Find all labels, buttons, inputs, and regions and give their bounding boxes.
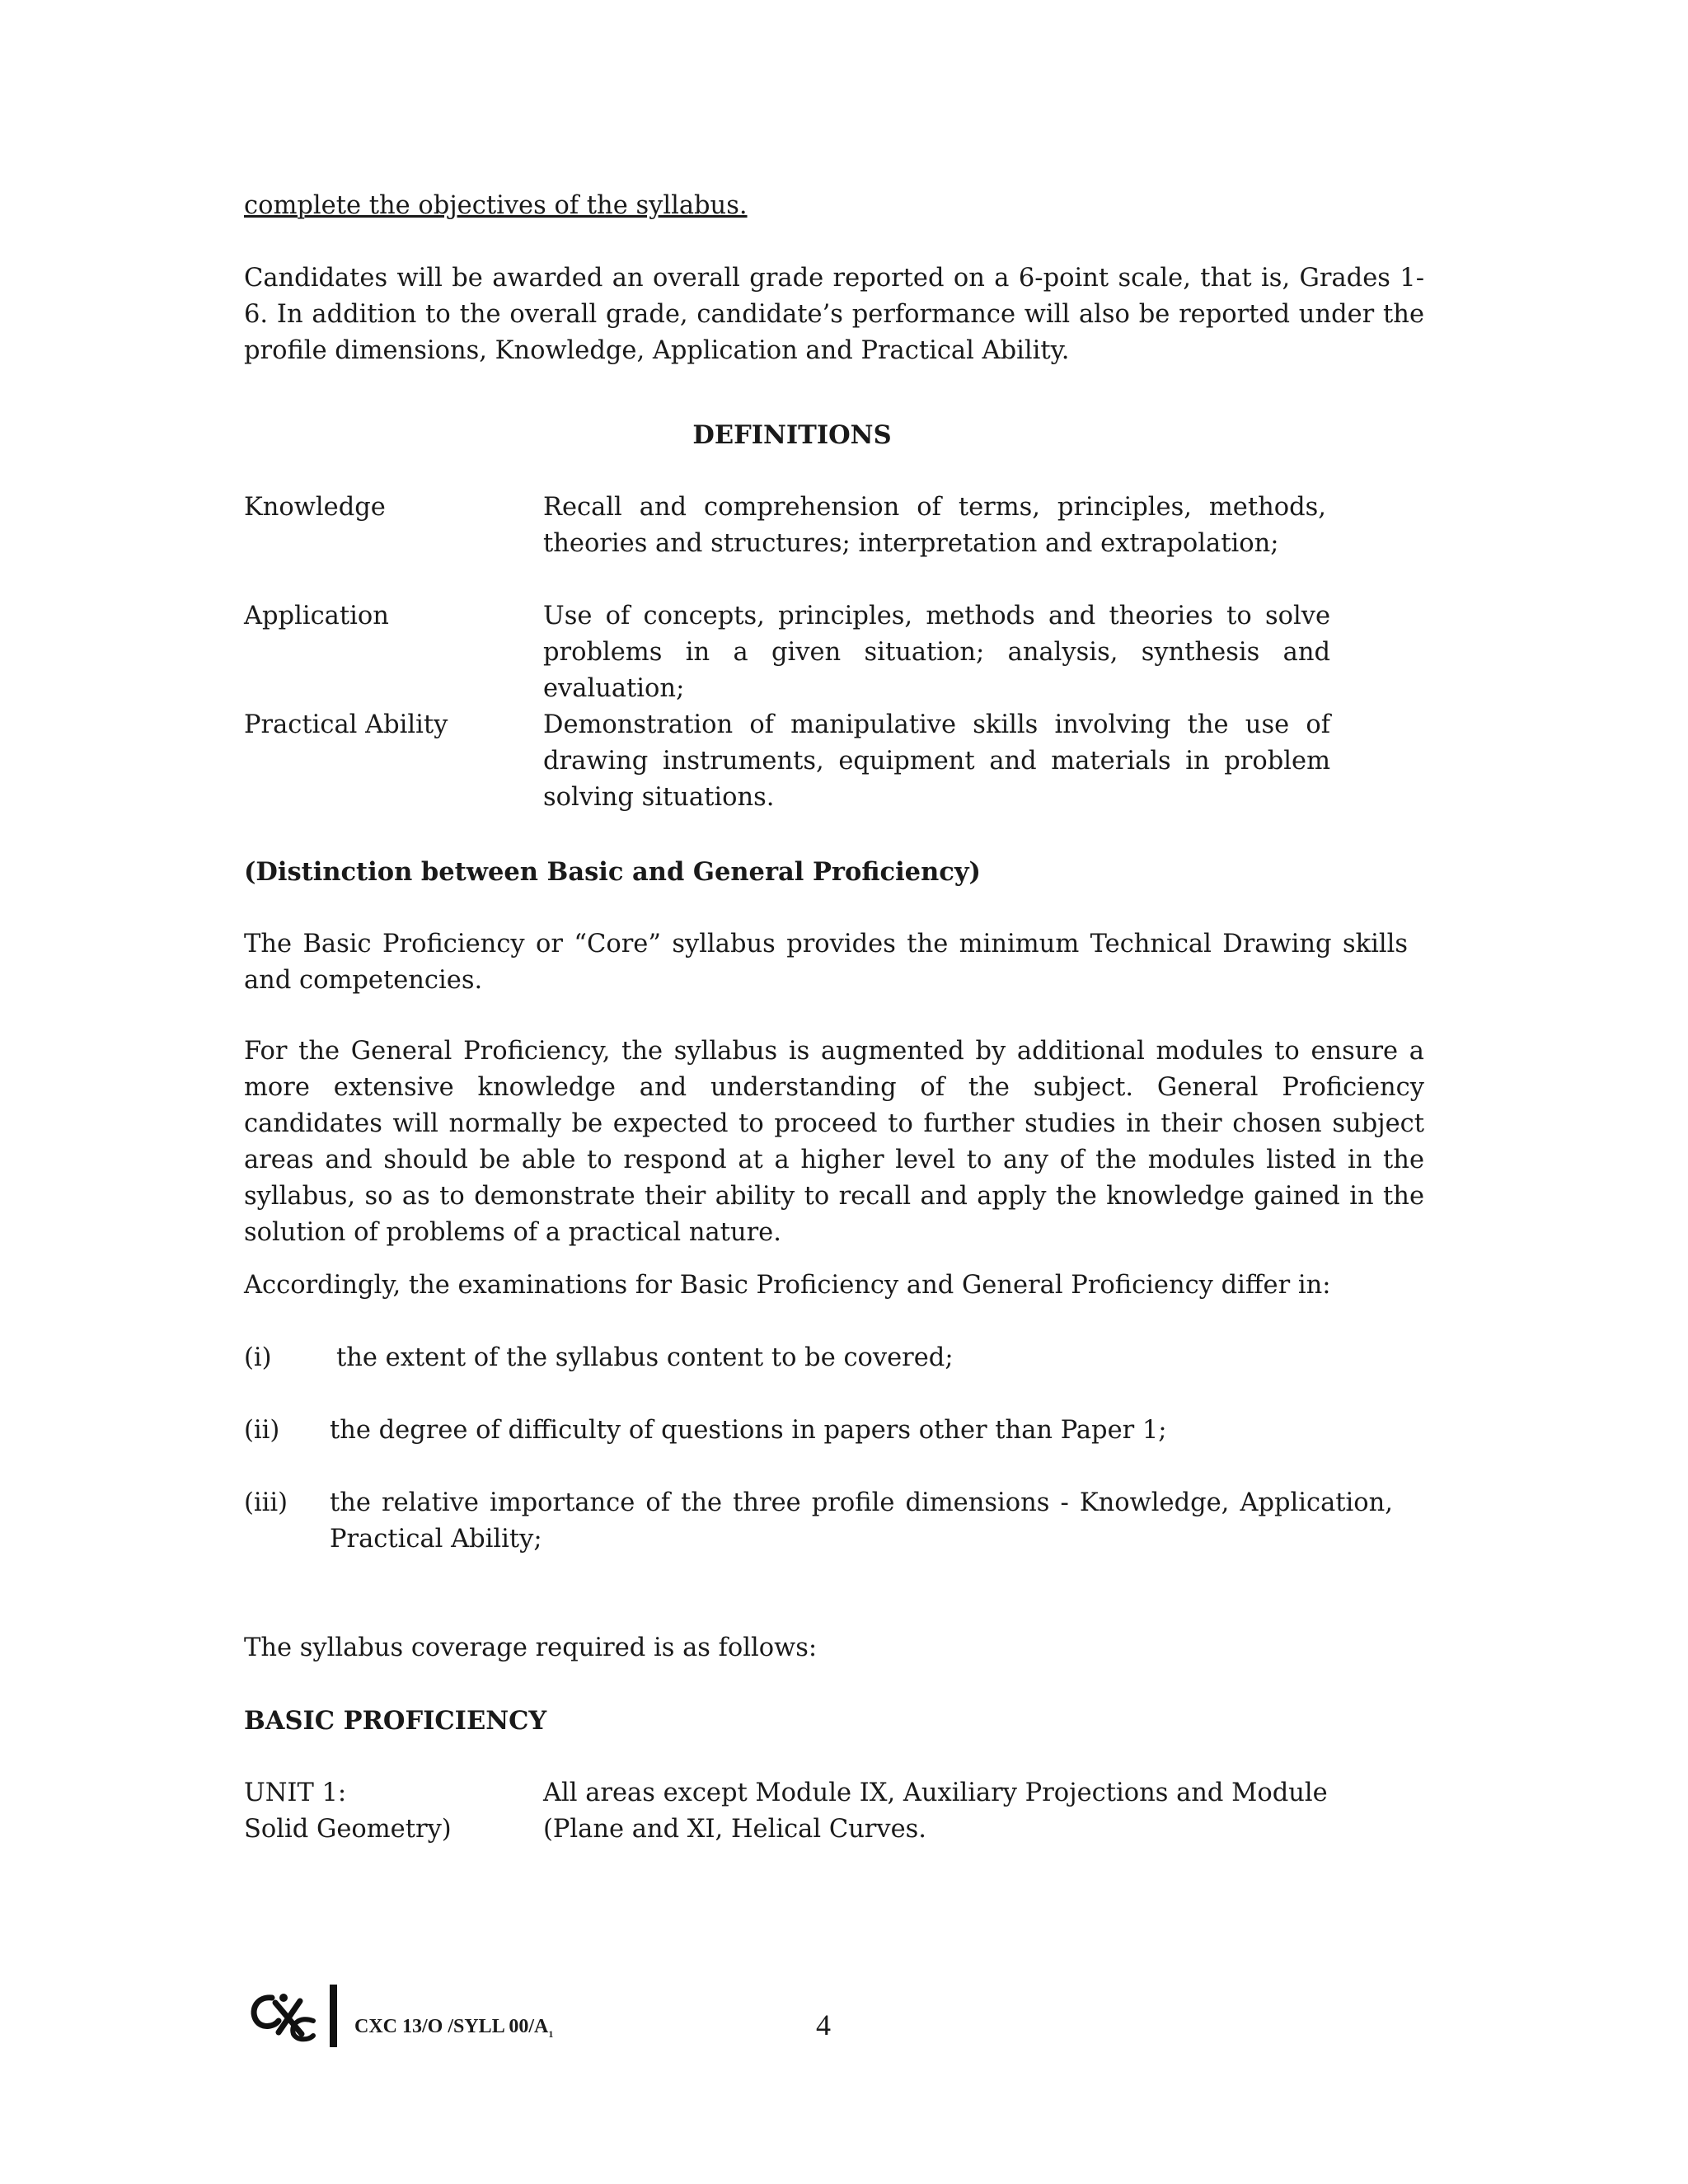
definition-text-knowledge: Recall and comprehension of terms, principles, methods, theories and structures; interpretation and extrapolation; bbox=[543, 493, 1326, 558]
syllabus-code bbox=[354, 2016, 553, 2041]
page-number: 4 bbox=[816, 2008, 831, 2041]
list-number: (iii) bbox=[244, 1488, 288, 1517]
intro-paragraph: Candidates will be awarded an overall grade reported on a 6-point scale, that is, Grades 1-6. In addition to the overall grade, candidate’s performance will also be reported under the profile dimensions, Knowledge, Application and Practical Ability. bbox=[244, 264, 1424, 365]
footer-divider bbox=[330, 1985, 337, 2047]
distinction-heading: (Distinction between Basic and General Proficiency) bbox=[244, 857, 981, 887]
list-number: (i) bbox=[244, 1343, 272, 1372]
unit-coverage-text: All areas except Module IX, Auxiliary Projections and Module (Plane and XI, Helical Curves. bbox=[543, 1779, 1328, 1844]
intro-line: complete the objectives of the syllabus. bbox=[244, 191, 748, 220]
definition-term-practical-ability: Practical Ability bbox=[244, 710, 448, 739]
definition-term-knowledge: Knowledge bbox=[244, 493, 386, 522]
definition-text-practical-ability: Demonstration of manipulative skills involving the use of drawing instruments, equipment and materials in problem solving situations. bbox=[543, 710, 1330, 812]
coverage-intro: The syllabus coverage required is as follows: bbox=[244, 1633, 818, 1662]
list-number: (ii) bbox=[244, 1416, 280, 1445]
distinction-paragraph-2: For the General Proficiency, the syllabus is augmented by additional modules to ensure a more extensive knowledge and understanding of the subject. General Proficiency candidates will normally be expected to proceed to further studies in their chosen subject areas and should be able to respond at a higher level to any of the modules listed in the syllabus, so as to demonstrate their ability to recall and apply the knowledge gained in the solution of problems of a practical nature. bbox=[244, 1037, 1424, 1247]
list-item-text: the relative importance of the three profile dimensions - Knowledge, Application, Practical Ability; bbox=[330, 1488, 1393, 1554]
definition-text-application: Use of concepts, principles, methods and theories to solve problems in a given situation; analysis, synthesis and evaluation; bbox=[543, 602, 1330, 703]
unit-label-2: Solid Geometry) bbox=[244, 1815, 452, 1844]
syllabus-code-subscript: 1 bbox=[548, 2027, 554, 2040]
definitions-heading: DEFINITIONS bbox=[692, 420, 892, 450]
definition-term-application: Application bbox=[244, 602, 389, 630]
list-item-text: the degree of difficulty of questions in papers other than Paper 1; bbox=[330, 1416, 1167, 1445]
basic-proficiency-heading: BASIC PROFICIENCY bbox=[244, 1706, 547, 1736]
distinction-paragraph-3: Accordingly, the examinations for Basic Proficiency and General Proficiency differ in: bbox=[244, 1271, 1331, 1300]
distinction-paragraph-1: The Basic Proficiency or “Core” syllabus provides the minimum Technical Drawing skills and competencies. bbox=[244, 930, 1408, 995]
cxc-logo-icon bbox=[247, 1988, 316, 2042]
syllabus-code-text: CXC 13/O /SYLL 00/A bbox=[354, 2016, 549, 2037]
list-item-text: the extent of the syllabus content to be covered; bbox=[336, 1343, 954, 1372]
unit-label-1: UNIT 1: bbox=[244, 1779, 347, 1807]
